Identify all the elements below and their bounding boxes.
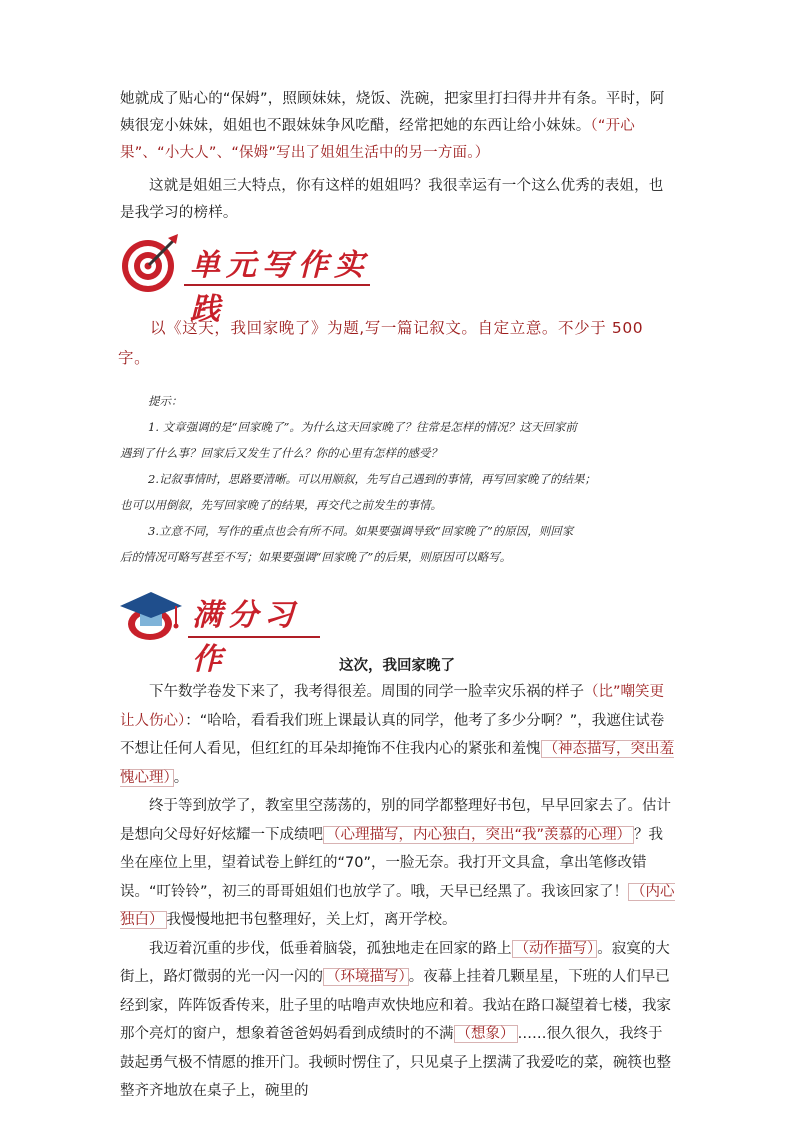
- tips-line: 也可以用倒叙，先写回家晚了的结果，再交代之前发生的事情。: [120, 498, 442, 512]
- essay-text: ：“哈哈，看看我们班上课最认真的同学，他考了多少分啊？”，我遮住试卷不想让任何人看见，但红红的耳朵却掩饰不住我内心的紧张和羞愧: [120, 712, 665, 757]
- section-title-model-essay: 满分习作: [192, 598, 300, 677]
- essay-text: 我慢慢地把书包整理好，关上灯，离开学校。: [166, 912, 457, 928]
- tips-heading: 提示：: [148, 394, 183, 408]
- tips-block: [120, 388, 676, 570]
- section-banner-model-essay: [118, 584, 328, 677]
- prompt-line-1: 以《这天，我回家晚了》为题,写一篇记叙文。自定立意。不少于 500: [150, 319, 644, 337]
- essay-annotation: （动作描写）: [512, 940, 598, 958]
- intro-text: 她就成了贴心的“保姆”，照顾妹妹，烧饭、洗碗，把家里打扫得井井有条。平时，阿姨很宠小妹妹，姐姐也不跟妹妹争风吃醋，经常把她的东西让给小妹妹。: [120, 91, 665, 134]
- essay-text: 下午数学卷发下来了，我考得很差。周围的同学一脸幸灾乐祸的样子: [149, 684, 584, 700]
- banner-underline: [184, 284, 370, 286]
- writing-prompt: [118, 313, 680, 367]
- essay-paragraph: [120, 935, 676, 1106]
- intro-paragraph: [120, 86, 676, 167]
- essay-annotation: （心理描写，内心独白，突出“我”羡慕的心理）: [323, 826, 634, 844]
- tips-line: 1. 文章强调的是“回家晚了”。为什么这天回家晚了？往常是怎样的情况？这天回家前: [148, 420, 577, 434]
- tips-line: 3.立意不同，写作的重点也会有所不同。如果要强调导致“回家晚了”的原因，则回家: [148, 524, 574, 538]
- intro-note: （“开心果”、“小大人”、“保姆”写出了姐姐生活中的另一方面。）: [120, 118, 635, 161]
- essay-annotation: （想象）: [454, 1025, 518, 1043]
- essay-title: 这次，我回家晚了: [339, 658, 455, 674]
- tips-line: 后的情况可略写甚至不写；如果要强调“回家晚了”的后果，则原因可以略写。: [120, 550, 512, 564]
- essay-annotation: （比”嘲笑更让人伤心）: [120, 684, 665, 729]
- essay-text: 。夜幕上挂着几颗星星，下班的人们早已经到家，阵阵饭香传来，肚子里的咕噜声欢快地应和着。我站在路口凝望着七楼，我家那个亮灯的窗户，想象着爸爸妈妈看到成绩时的不满: [120, 969, 671, 1042]
- essay-text: ？我坐在座位上里，望着试卷上鲜红的“70”，一脸无奈。我打开文具盒，拿出笔修改错误。“叮铃铃”，初三的哥哥姐姐们也放学了。哦，天早已经黑了。我该回家了！: [120, 826, 664, 900]
- essay-paragraph: [120, 678, 676, 792]
- essay-paragraph: [120, 792, 676, 935]
- tips-line: 2.记叙事情时，思路要清晰。可以用顺叙，先写自己遇到的事情，再写回家晚了的结果；: [148, 472, 596, 486]
- essay-annotation: （内心独白）: [120, 883, 675, 928]
- summary-paragraph: [120, 173, 676, 227]
- essay-text: ……很久很久，我终于鼓起勇气极不情愿的推开门。我顿时愣住了，只见桌子上摆满了我爱吃的菜，碗筷也整整齐齐地放在桌子上，碗里的: [120, 1026, 671, 1099]
- essay-text: 。: [173, 769, 189, 786]
- prompt-line-2: 字。: [118, 349, 151, 367]
- essay-text: 我迈着沉重的步伐，低垂着脑袋，孤独地走在回家的路上: [149, 940, 512, 957]
- essay-annotation: （神态描写，突出羞愧心理）: [120, 741, 674, 786]
- graduation-cap-icon: [118, 584, 184, 644]
- section-banner-writing-practice: [118, 232, 378, 327]
- target-icon: [118, 232, 182, 296]
- essay-annotation: （环境描写）: [323, 968, 409, 986]
- section-title-writing-practice: 单元写作实践: [190, 248, 370, 327]
- essay-body: [120, 678, 676, 1106]
- tips-line: 遇到了什么事？回家后又发生了什么？你的心里有怎样的感受？: [120, 446, 442, 460]
- essay-text: 终于等到放学了，教室里空荡荡的，别的同学都整理好书包，早早回家去了。估计是想向父母好好炫耀一下成绩吧: [120, 798, 671, 843]
- essay-text: 。寂寞的大街上，路灯微弱的光一闪一闪的: [120, 940, 670, 985]
- banner-underline: [188, 636, 320, 638]
- summary-text: 这就是姐姐三大特点，你有这样的姐姐吗？我很幸运有一个这么优秀的表姐，也是我学习的榜样。: [120, 178, 664, 221]
